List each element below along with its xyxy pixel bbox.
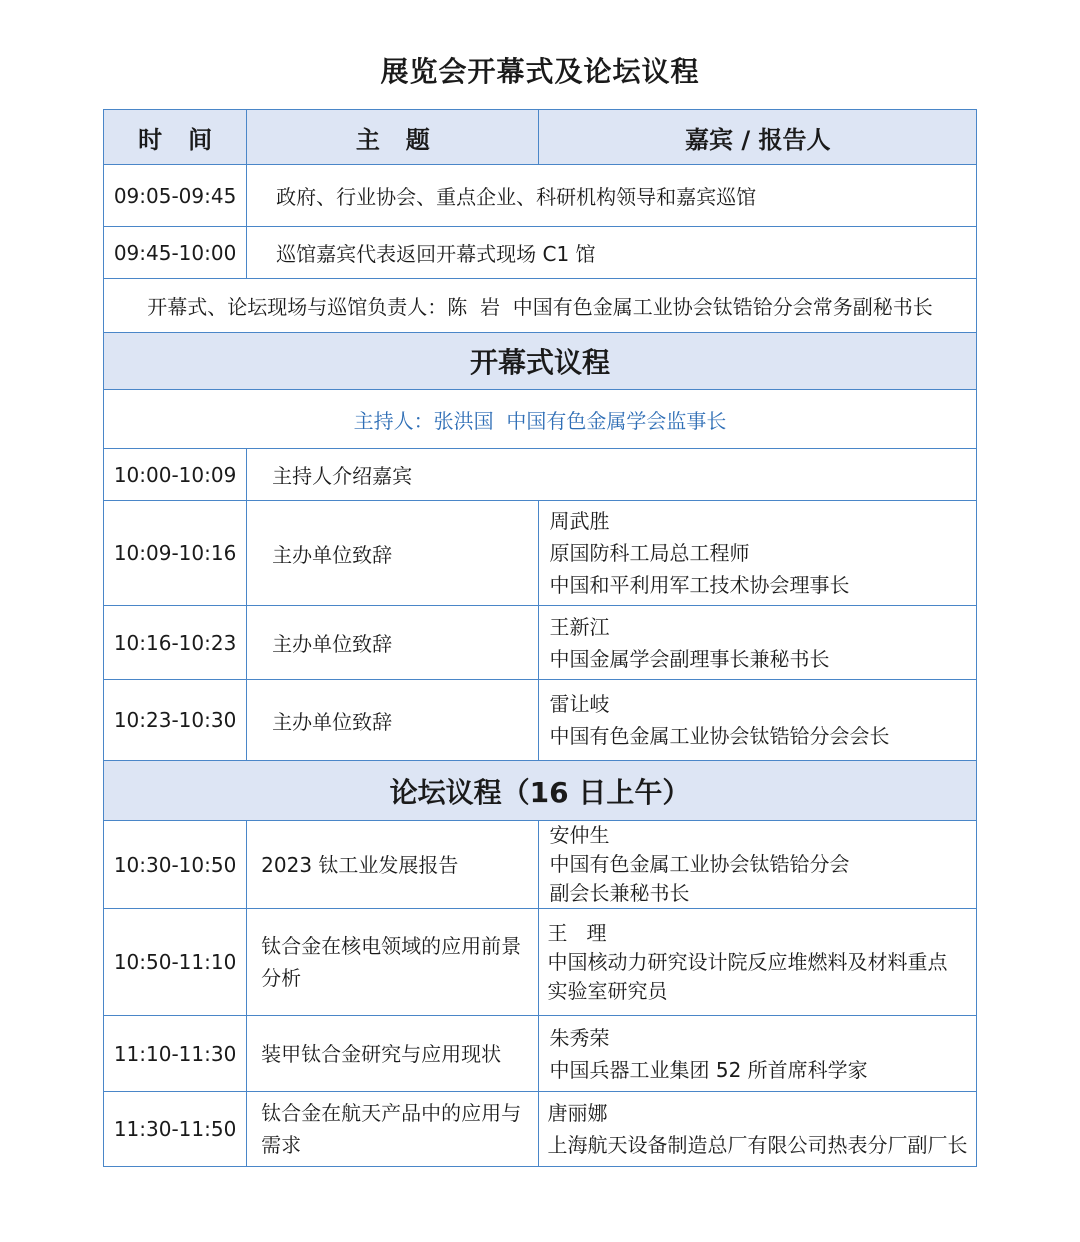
guest-cell <box>539 909 977 1016</box>
topic-cell <box>247 1092 539 1167</box>
guest-cell <box>539 1016 977 1092</box>
host-line: 主持人：张洪国 中国有色金属学会监事长 <box>104 390 977 449</box>
guest-name: 王新江 <box>549 614 610 639</box>
topic-line: 钛合金在核电领域的应用前景 <box>261 934 522 958</box>
topic-line: 2023 钛工业发展报告 <box>261 852 459 877</box>
table-row <box>104 1016 977 1092</box>
header-guest: 嘉宾 / 报告人 <box>539 110 977 165</box>
table-row <box>104 606 977 680</box>
table-row <box>104 449 977 501</box>
guest-cell <box>539 501 977 606</box>
table-row <box>104 227 977 279</box>
forum-section-title: 论坛议程（16 日上午） <box>104 761 977 821</box>
table-row <box>104 1092 977 1167</box>
table-row <box>104 680 977 761</box>
topic-line: 装甲钛合金研究与应用现状 <box>261 1041 502 1066</box>
guest-title: 上海航天设备制造总厂有限公司热表分厂副厂长 <box>547 1133 968 1157</box>
topic-line: 分析 <box>261 966 302 990</box>
guest-title: 中国和平利用军工技术协会理事长 <box>549 573 850 597</box>
guest-title: 原国防科工局总工程师 <box>549 541 750 565</box>
time-cell: 11:10-11:30 <box>104 1016 247 1092</box>
guest-name: 唐丽娜 <box>547 1101 608 1125</box>
guest-title: 副会长兼秘书长 <box>549 881 690 905</box>
topic-cell <box>247 1016 539 1092</box>
time-cell: 11:30-11:50 <box>104 1092 247 1167</box>
guest-name: 周武胜 <box>549 509 610 533</box>
host-row <box>104 390 977 449</box>
guest-title: 实验室研究员 <box>547 978 668 1003</box>
guest-cell <box>539 606 977 680</box>
topic-line: 需求 <box>261 1133 302 1157</box>
table-row <box>104 165 977 227</box>
time-cell: 10:00-10:09 <box>104 449 247 501</box>
table-row <box>104 909 977 1016</box>
topic-cell: 主持人介绍嘉宾 <box>247 449 977 501</box>
agenda-table <box>103 109 977 1167</box>
time-cell: 10:50-11:10 <box>104 909 247 1016</box>
guest-title: 中国有色金属工业协会钛锆铪分会 <box>549 852 850 876</box>
time-cell: 10:30-10:50 <box>104 821 247 909</box>
topic-cell <box>247 909 539 1016</box>
topic-cell: 巡馆嘉宾代表返回开幕式现场 C1 馆 <box>247 227 977 279</box>
time-cell: 09:45-10:00 <box>104 227 247 279</box>
opening-section-title: 开幕式议程 <box>104 333 977 390</box>
guest-title: 中国金属学会副理事长兼秘书长 <box>549 646 830 671</box>
topic-line: 钛合金在航天产品中的应用与 <box>261 1101 522 1125</box>
topic-cell: 主办单位致辞 <box>247 501 539 606</box>
topic-cell: 主办单位致辞 <box>247 680 539 761</box>
time-cell: 10:09-10:16 <box>104 501 247 606</box>
time-cell: 09:05-09:45 <box>104 165 247 227</box>
time-cell: 10:23-10:30 <box>104 680 247 761</box>
guest-cell <box>539 1092 977 1167</box>
guest-name: 王 理 <box>547 920 607 945</box>
guest-title: 中国有色金属工业协会钛锆铪分会会长 <box>549 724 890 748</box>
section-row <box>104 761 977 821</box>
topic-cell: 政府、行业协会、重点企业、科研机构领导和嘉宾巡馆 <box>247 165 977 227</box>
topic-cell: 主办单位致辞 <box>247 606 539 680</box>
table-row <box>104 821 977 909</box>
time-cell: 10:16-10:23 <box>104 606 247 680</box>
section-row <box>104 333 977 390</box>
guest-cell <box>539 821 977 909</box>
header-topic: 主题 <box>247 110 539 165</box>
tour-manager: 开幕式、论坛现场与巡馆负责人：陈 岩 中国有色金属工业协会钛锆铪分会常务副秘书长 <box>104 279 977 333</box>
guest-name: 安仲生 <box>549 823 610 847</box>
header-row <box>104 110 977 165</box>
guest-cell <box>539 680 977 761</box>
guest-name: 朱秀荣 <box>549 1025 610 1050</box>
page-title: 展览会开幕式及论坛议程 <box>380 55 700 88</box>
table-row <box>104 501 977 606</box>
topic-cell <box>247 821 539 909</box>
guest-title: 中国兵器工业集团 52 所首席科学家 <box>549 1057 868 1082</box>
tour-manager-row <box>104 279 977 333</box>
guest-title: 中国核动力研究设计院反应堆燃料及材料重点 <box>547 949 948 974</box>
header-time: 时间 <box>104 110 247 165</box>
guest-name: 雷让岐 <box>549 692 610 716</box>
